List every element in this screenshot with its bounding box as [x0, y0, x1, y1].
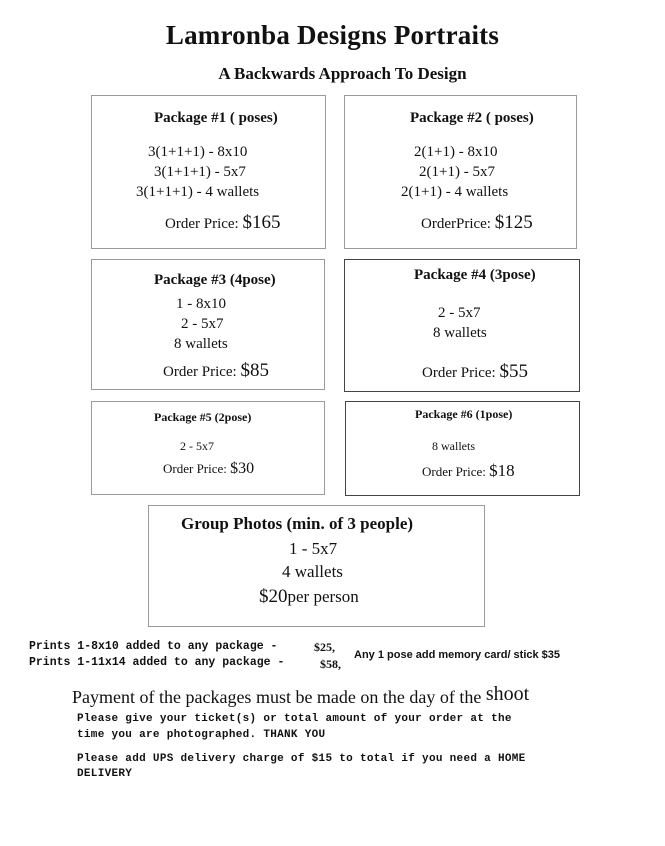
package-2-price: OrderPrice: $125 — [421, 212, 533, 233]
group-photos-card — [148, 505, 485, 627]
package-4-line: 8 wallets — [433, 325, 487, 341]
page-subtitle: A Backwards Approach To Design — [218, 64, 467, 83]
group-line: 4 wallets — [282, 562, 343, 581]
package-4-line: 2 - 5x7 — [438, 305, 481, 321]
package-3-card — [91, 259, 325, 390]
package-5-heading: Package #5 (2pose) — [154, 410, 252, 424]
addon-memory-card: Any 1 pose add memory card/ stick $35 — [354, 649, 561, 661]
ups-note: DELIVERY — [77, 768, 133, 780]
package-6-heading: Package #6 (1pose) — [415, 407, 513, 421]
group-line: 1 - 5x7 — [289, 539, 338, 558]
package-5-price: Order Price: $30 — [163, 460, 255, 477]
package-5-price-value: $30 — [230, 460, 255, 477]
ups-note: Please add UPS delivery charge of $15 to total if you need a HOME — [77, 753, 526, 765]
addon-prints-11x14: Prints 1-11x14 added to any package - — [29, 656, 285, 669]
group-heading: Group Photos (min. of 3 people) — [181, 514, 414, 533]
package-1-line: 3(1+1+1) - 8x10 — [148, 144, 248, 160]
package-3-price: Order Price: $85 — [163, 360, 269, 381]
package-6-line: 8 wallets — [432, 439, 475, 453]
package-1-card — [91, 95, 326, 249]
package-1-price: Order Price: $165 — [165, 212, 281, 233]
package-2-line: 2(1+1) - 8x10 — [414, 144, 498, 160]
addon-prints-8x10: Prints 1-8x10 added to any package - — [29, 640, 278, 653]
group-price-value: $20 — [259, 586, 288, 607]
payment-note: Payment of the packages must be made on the day of the shoot — [72, 683, 530, 707]
package-3-heading: Package #3 (4pose) — [154, 272, 276, 288]
package-1-line: 3(1+1+1) - 5x7 — [154, 164, 246, 180]
package-2-heading: Package #2 ( poses) — [410, 110, 534, 126]
package-4-price: Order Price: $55 — [422, 361, 528, 382]
package-3-line: 8 wallets — [174, 336, 228, 352]
package-1-line: 3(1+1+1) - 4 wallets — [136, 184, 260, 200]
package-3-line: 1 - 8x10 — [176, 296, 226, 312]
package-4-heading: Package #4 (3pose) — [414, 267, 536, 283]
addon-prints-11x14-price: $58, — [320, 657, 341, 671]
ticket-note: time you are photographed. THANK YOU — [77, 729, 326, 741]
package-2-line: 2(1+1) - 4 wallets — [401, 184, 509, 200]
package-6-price-value: $18 — [489, 461, 515, 480]
package-4-price-value: $55 — [499, 361, 528, 382]
package-6-card — [345, 401, 580, 496]
package-4-card — [344, 259, 580, 392]
page-title: Lamronba Designs Portraits — [165, 20, 500, 50]
package-5-line: 2 - 5x7 — [180, 439, 214, 453]
package-1-price-value: $165 — [242, 212, 281, 233]
package-5-card — [91, 401, 325, 495]
package-2-price-value: $125 — [494, 212, 533, 233]
package-2-line: 2(1+1) - 5x7 — [419, 164, 495, 180]
package-3-price-value: $85 — [240, 360, 269, 381]
group-price: $20per person — [259, 586, 359, 607]
ticket-note: Please give your ticket(s) or total amount of your order at the — [77, 713, 512, 725]
package-2-card — [344, 95, 577, 249]
package-6-price: Order Price: $18 — [422, 461, 515, 480]
package-1-heading: Package #1 ( poses) — [154, 110, 278, 126]
addon-prints-8x10-price: $25, — [314, 640, 335, 654]
package-3-line: 2 - 5x7 — [181, 316, 224, 332]
